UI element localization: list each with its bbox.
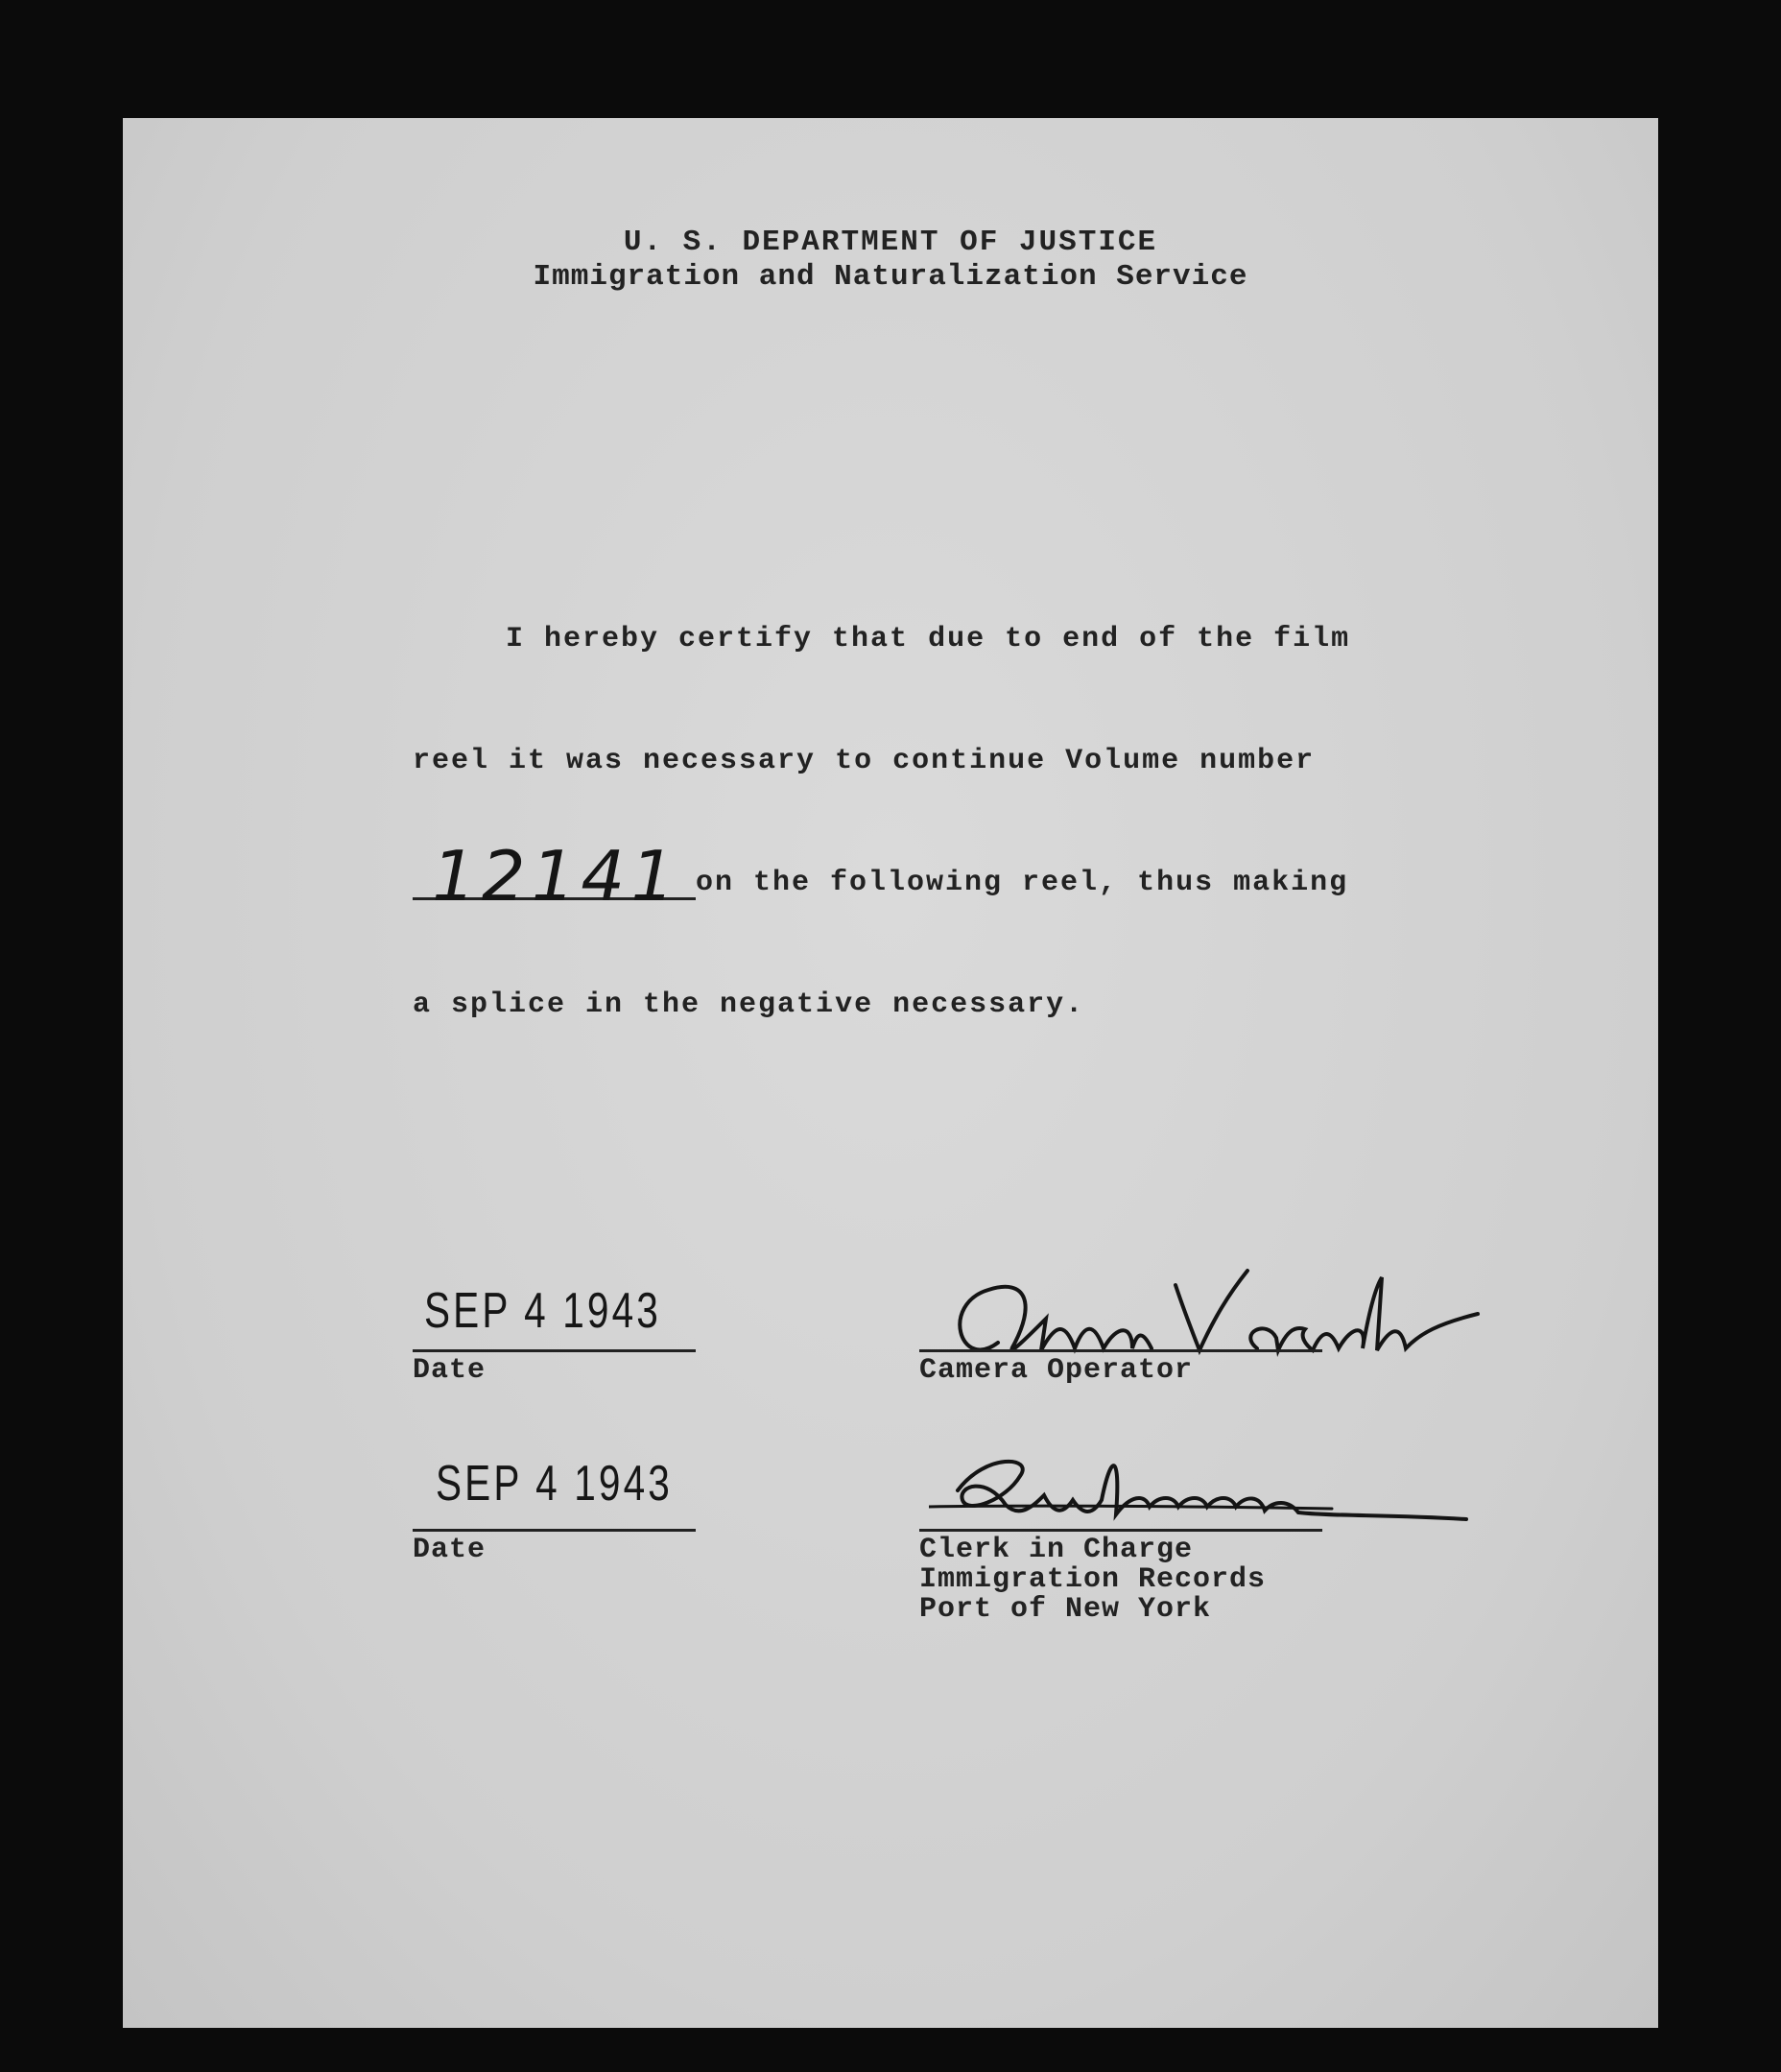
clerk-title-line-3: Port of New York bbox=[919, 1593, 1212, 1626]
operator-date-label: Date bbox=[413, 1354, 487, 1387]
volume-number-handwritten: 12141 bbox=[432, 836, 681, 917]
clerk-date-stamp: SEP 4 1943 bbox=[436, 1456, 673, 1512]
camera-operator-label: Camera Operator bbox=[919, 1354, 1194, 1387]
certificate-text-line-1: I hereby certify that due to end of the film bbox=[506, 623, 1351, 655]
service-subheading: Immigration and Naturalization Service bbox=[533, 260, 1248, 294]
document-page bbox=[123, 118, 1658, 2028]
clerk-date-label: Date bbox=[413, 1534, 487, 1566]
certificate-text-line-3: on the following reel, thus making bbox=[696, 867, 1349, 899]
certificate-text-line-4: a splice in the negative necessary. bbox=[413, 988, 1085, 1021]
operator-signature-rule bbox=[919, 1349, 1322, 1352]
certificate-text-line-2: reel it was necessary to continue Volume number bbox=[413, 745, 1316, 777]
clerk-signature-rule bbox=[919, 1529, 1322, 1532]
clerk-title-line-1: Clerk in Charge bbox=[919, 1534, 1194, 1566]
operator-date-stamp: SEP 4 1943 bbox=[424, 1283, 661, 1339]
clerk-title-line-2: Immigration Records bbox=[919, 1563, 1267, 1596]
department-heading: U. S. DEPARTMENT OF JUSTICE bbox=[623, 226, 1158, 259]
clerk-date-rule bbox=[413, 1529, 696, 1532]
operator-date-rule bbox=[413, 1349, 696, 1352]
